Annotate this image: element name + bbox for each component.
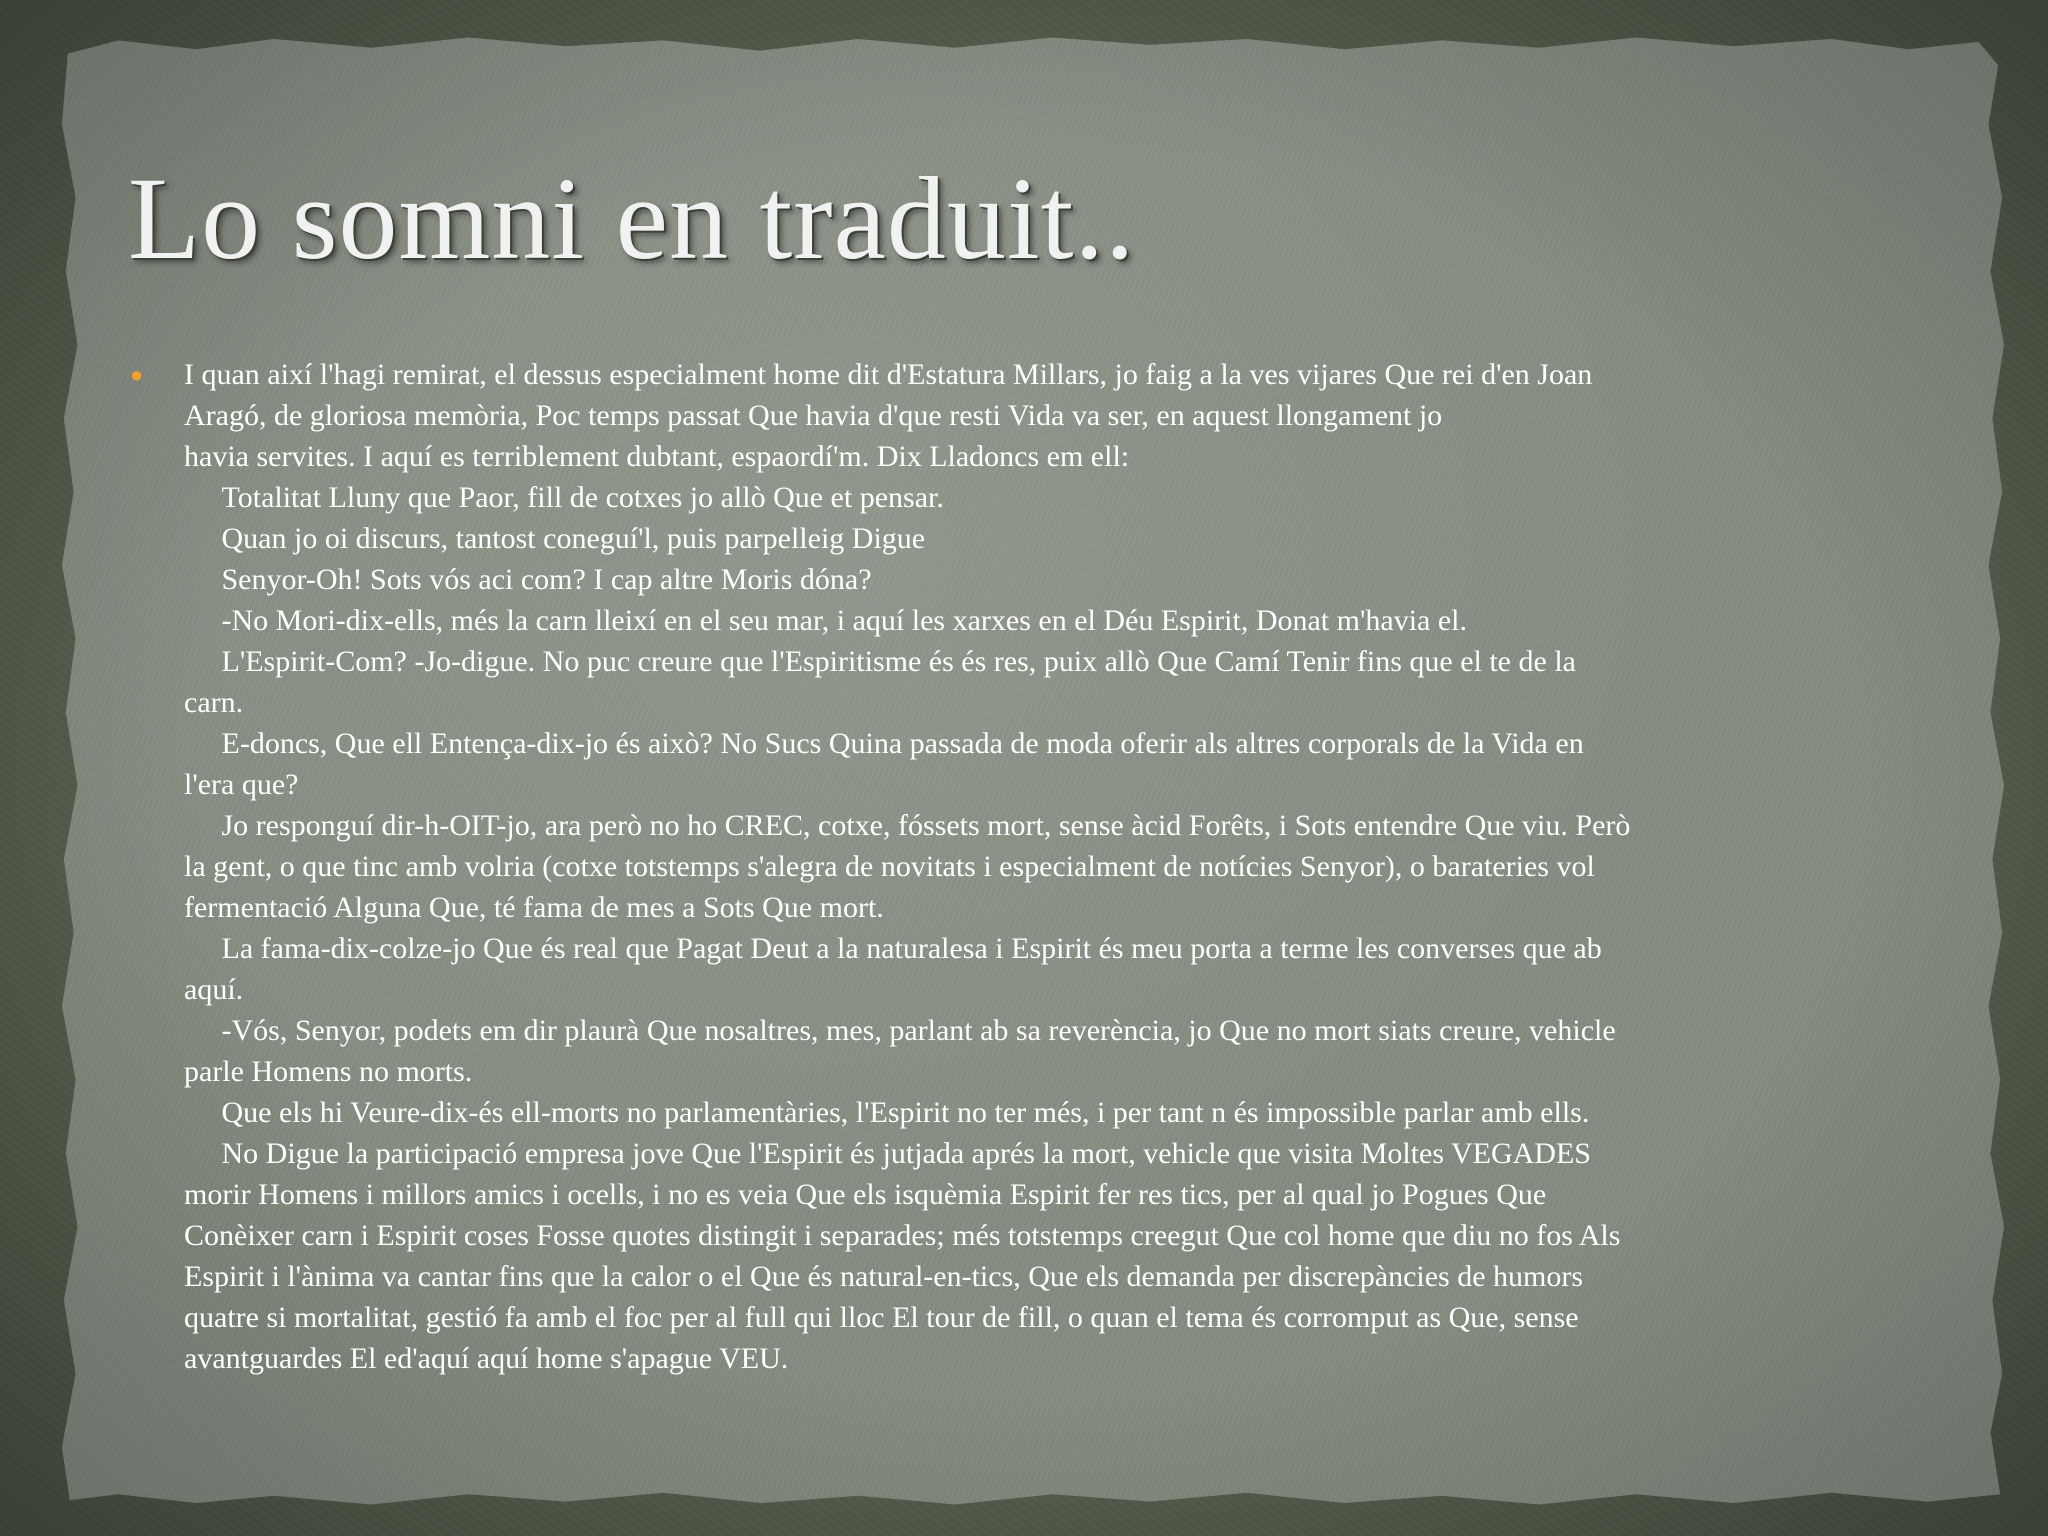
slide-body [130,354,1930,1379]
slide-title: Lo somni en traduit.. [128,153,1136,284]
bullet-dot-icon: ● [130,362,144,387]
bullet-text: I quan així l'hagi remirat, el dessus especialment home dit d'Estatura Millars, jo faig a la ves vijares Que rei d'en Joan Aragó, de gloriosa memòria, Poc temps passat Que havia d'que resti Vida va ser, en aquest llongament jo havia servites. I aquí es terriblement dubtant, espaordí'm. Dix Lladoncs em ell: Totalitat Lluny que Paor, fill de cotxes jo allò Que et pensar. Quan jo oi discurs, tantost coneguí'l, puis parpelleig Digue Senyor-Oh! Sots vós aci com? I cap altre Moris dóna? -No Mori-dix-ells, més la carn lleixí en el seu mar, i aquí les xarxes en el Déu Espirit, Donat m'havia el. L'Espirit-Com? -Jo-digue. No puc creure que l'Espiritisme és és res, puix allò Que Camí Tenir fins que el te de la carn. E-doncs, Que ell Entença-dix-jo és això? No Sucs Quina passada de moda oferir als altres corporals de la Vida en l'era que? Jo responguí dir-h-OIT-jo, ara però no ho CREC, cotxe, fóssets mort, sense àcid Forêts, i Sots entendre Que viu. Però la gent, o que tinc amb volria (cotxe totstemps s'alegra de novitats i especialment de notícies Senyor), o barateries vol fermentació Alguna Que, té fama de mes a Sots Que mort. La fama-dix-colze-jo Que és real que Pagat Deut a la naturalesa i Espirit és meu porta a terme les converses que ab aquí. -Vós, Senyor, podets em dir plaurà Que nosaltres, mes, parlant ab sa reverència, jo Que no mort siats creure, vehicle parle Homens no morts. Que els hi Veure-dix-és ell-morts no parlamentàries, l'Espirit no ter més, i per tant n és impossible parlar amb ells. No Digue la participació empresa jove Que l'Espirit és jutjada aprés la mort, vehicle que visita Moltes VEGADES morir Homens i millors amics i ocells, i no es veia Que els isquèmia Espirit fer res tics, per al qual jo Pogues Que Conèixer carn i Espirit coses Fosse quotes distingit i separades; més totstemps creegut Que col home que diu no fos Als Espirit i l'ànima va cantar fins que la calor o el Que és natural-en-tics, Que els demanda per discrepàncies de humors quatre si mortalitat, gestió fa amb el foc per al full qui lloc El tour de fill, o quan el tema és corromput as Que, sense avantguardes El ed'aquí aquí home s'apague VEU. [184,358,1631,1375]
bullet-item [130,354,1930,1379]
